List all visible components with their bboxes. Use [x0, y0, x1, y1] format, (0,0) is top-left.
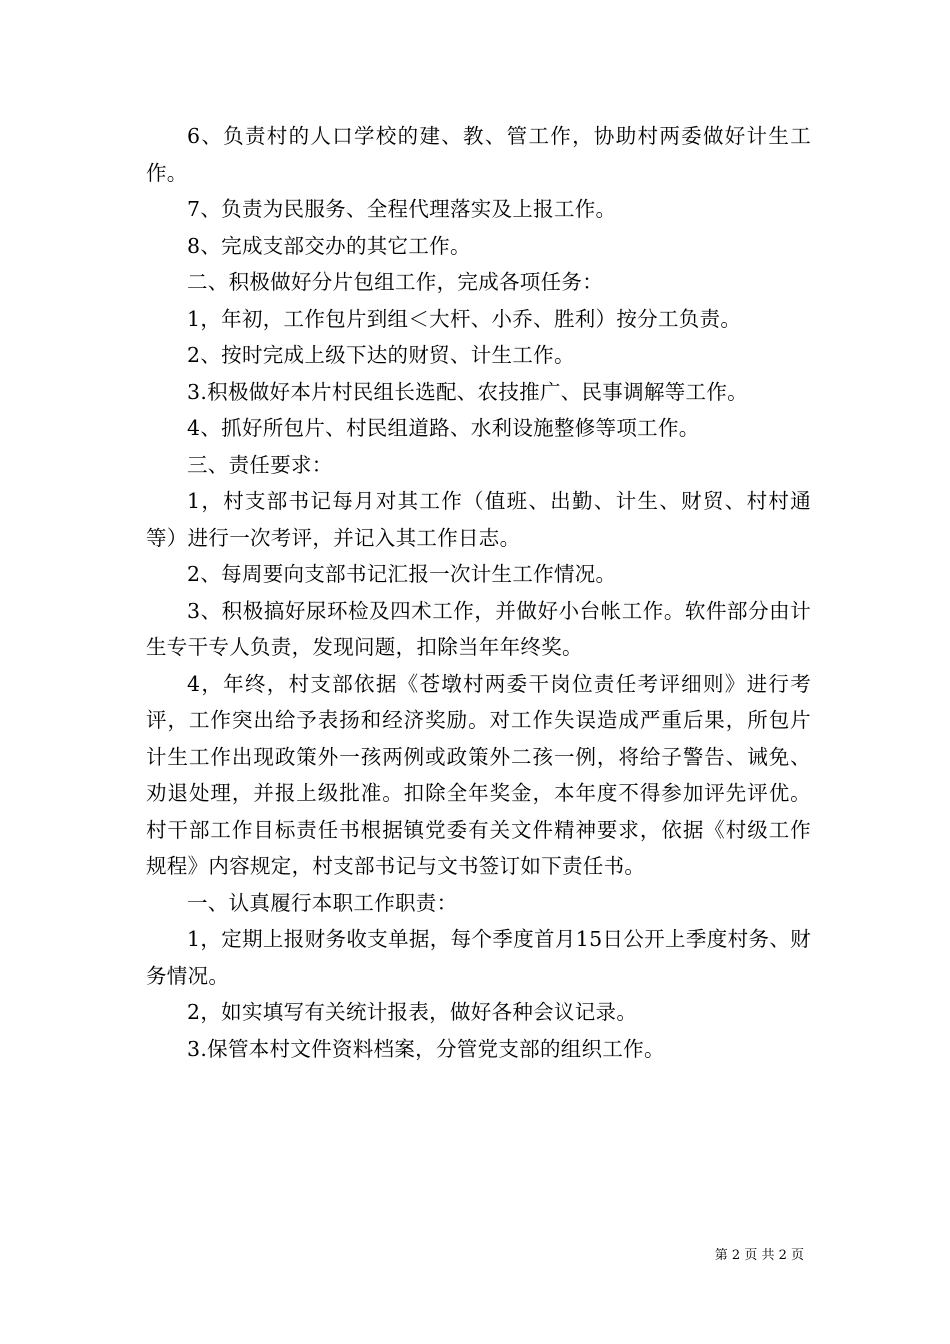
- paragraph: 1，村支部书记每月对其工作（值班、出勤、计生、财贸、村村通等）进行一次考评，并记入其工作日志。: [146, 489, 811, 550]
- page-number: 第 2 页 共 2 页: [714, 1248, 804, 1263]
- paragraph: 4、抓好所包片、村民组道路、水利设施整修等项工作。: [187, 416, 700, 440]
- paragraph: 6、负责村的人口学校的建、教、管工作，协助村两委做好计生工作。: [146, 124, 811, 185]
- paragraph: 4，年终，村支部依据《苍墩村两委干岗位责任考评细则》进行考评，工作突出给予表扬和经济奖励。对工作失误造成严重后果，所包片计生工作出现政策外一孩两例或政策外二孩一例，将给子警告、诫免、劝退处理，并报上级批准。扣除全年奖金，本年度不得参加评先评优。村干部工作目标责任书根据镇党委有关文件精神要求，依据《村级工作规程》内容规定，村支部书记与文书签订如下责任书。: [146, 671, 811, 878]
- section-heading: 三、责任要求：: [187, 452, 333, 477]
- paragraph: 1，年初，工作包片到组＜大杆、小乔、胜利）按分工负责。: [187, 306, 742, 331]
- paragraph: 2、按时完成上级下达的财贸、计生工作。: [187, 343, 575, 367]
- paragraph: 7、负责为民服务、全程代理落实及上报工作。: [187, 197, 617, 221]
- document-body: [146, 118, 811, 1067]
- paragraph: 3.积极做好本片村民组长选配、农技推广、民事调解等工作。: [187, 379, 748, 404]
- paragraph: 2，如实填写有关统计报表，做好各种会议记录。: [187, 1000, 638, 1024]
- paragraph: 2、每周要向支部书记汇报一次计生工作情况。: [187, 562, 617, 586]
- paragraph: 1，定期上报财务收支单据，每个季度首月15日公开上季度村务、财务情况。: [146, 927, 811, 988]
- section-heading: 二、积极做好分片包组工作，完成各项任务：: [187, 270, 603, 294]
- section-heading: 一、认真履行本职工作职责：: [187, 890, 458, 915]
- paragraph: 3.保管本村文件资料档案，分管党支部的组织工作。: [187, 1036, 665, 1061]
- paragraph: 3、积极搞好尿环检及四术工作，并做好小台帐工作。软件部分由计生专干专人负责，发现问题，扣除当年年终奖。: [146, 598, 811, 659]
- paragraph: 8、完成支部交办的其它工作。: [187, 233, 471, 258]
